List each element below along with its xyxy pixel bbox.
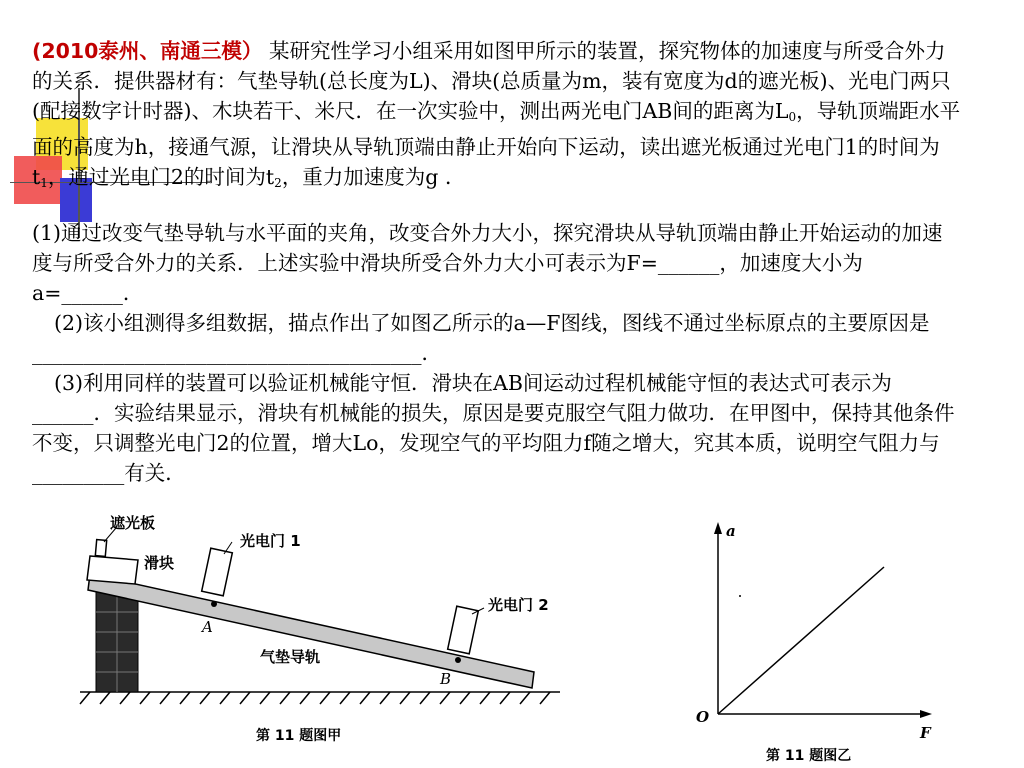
axis-f-arrow xyxy=(920,710,932,718)
intro-text-2: ，导轨顶端距水平面的高度为h，接通气源，让滑块从导轨顶端由静止开始向下运动，读出遮光板通过光电门1的时间为t xyxy=(32,99,961,189)
figure-b-graph xyxy=(680,512,970,762)
intro-text-1: 某研究性学习小组采用如图甲所示的装置，探究物体的加速度与所受合外力的关系．提供器材有：气垫导轨(总长度为L)、滑块(总质量为m，装有宽度为d的遮光板)、光电门两只(配接数字计时器)、木块若干、米尺．在一次实验中，测出两光电门AB间的距离为L xyxy=(32,39,951,123)
label-a: A xyxy=(202,618,213,636)
label-shade: 遮光板 xyxy=(110,514,156,532)
label-gate1: 光电门 1 xyxy=(240,532,301,550)
problem-intro xyxy=(32,36,962,198)
problem-source: (2010泰州、南通三模） xyxy=(32,39,263,63)
dot-mark xyxy=(739,595,741,597)
point-b-dot xyxy=(455,657,461,663)
intro-text-3: ，通过光电门2的时间为t xyxy=(47,165,275,189)
wood-blocks xyxy=(96,592,138,692)
intro-subscript-0: 0 xyxy=(788,110,797,124)
question-3: (3)利用同样的装置可以验证机械能守恒．滑块在AB间运动过程机械能守恒的表达式可表示为______．实验结果显示，滑块有机械能的损失，原因是要克服空气阻力做功．在甲图中，保持其他条件不变，只调整光电门2的位置，增大Lo，发现空气的平均阻力f随之增大，究其本质，说明空气阻力与_________有关． xyxy=(32,371,955,485)
label-slider: 滑块 xyxy=(144,554,175,572)
question-1: (1)通过改变气垫导轨与水平面的夹角，改变合外力大小，探究滑块从导轨顶端由静止开始运动的加速度与所受合外力的关系．上述实验中滑块所受合外力大小可表示为F=______，加速度大小为a=______． xyxy=(32,221,943,305)
label-gate2: 光电门 2 xyxy=(488,596,549,614)
ground xyxy=(80,692,560,704)
intro-subscript-1: 1 xyxy=(40,176,48,190)
intro-text-4: ，重力加速度为g ． xyxy=(281,165,466,189)
caption-figure-a: 第 11 题图甲 xyxy=(256,728,342,744)
axis-a-arrow xyxy=(714,522,722,534)
intro-subscript-2: 2 xyxy=(274,176,282,190)
label-b: B xyxy=(440,670,452,688)
axis-f-label: F xyxy=(920,724,931,742)
question-2: (2)该小组测得多组数据，描点作出了如图乙所示的a—F图线，图线不通过坐标原点的主要原因是______________________________________． xyxy=(32,311,930,365)
label-rail: 气垫导轨 xyxy=(260,648,321,666)
figure-a-apparatus xyxy=(60,512,560,752)
origin-label: O xyxy=(696,708,710,726)
graph-line xyxy=(718,567,884,714)
point-a-dot xyxy=(211,601,217,607)
slider xyxy=(87,540,138,584)
axis-a-label: a xyxy=(726,522,736,540)
photogate-1 xyxy=(202,548,233,596)
caption-figure-b: 第 11 题图乙 xyxy=(766,748,852,762)
